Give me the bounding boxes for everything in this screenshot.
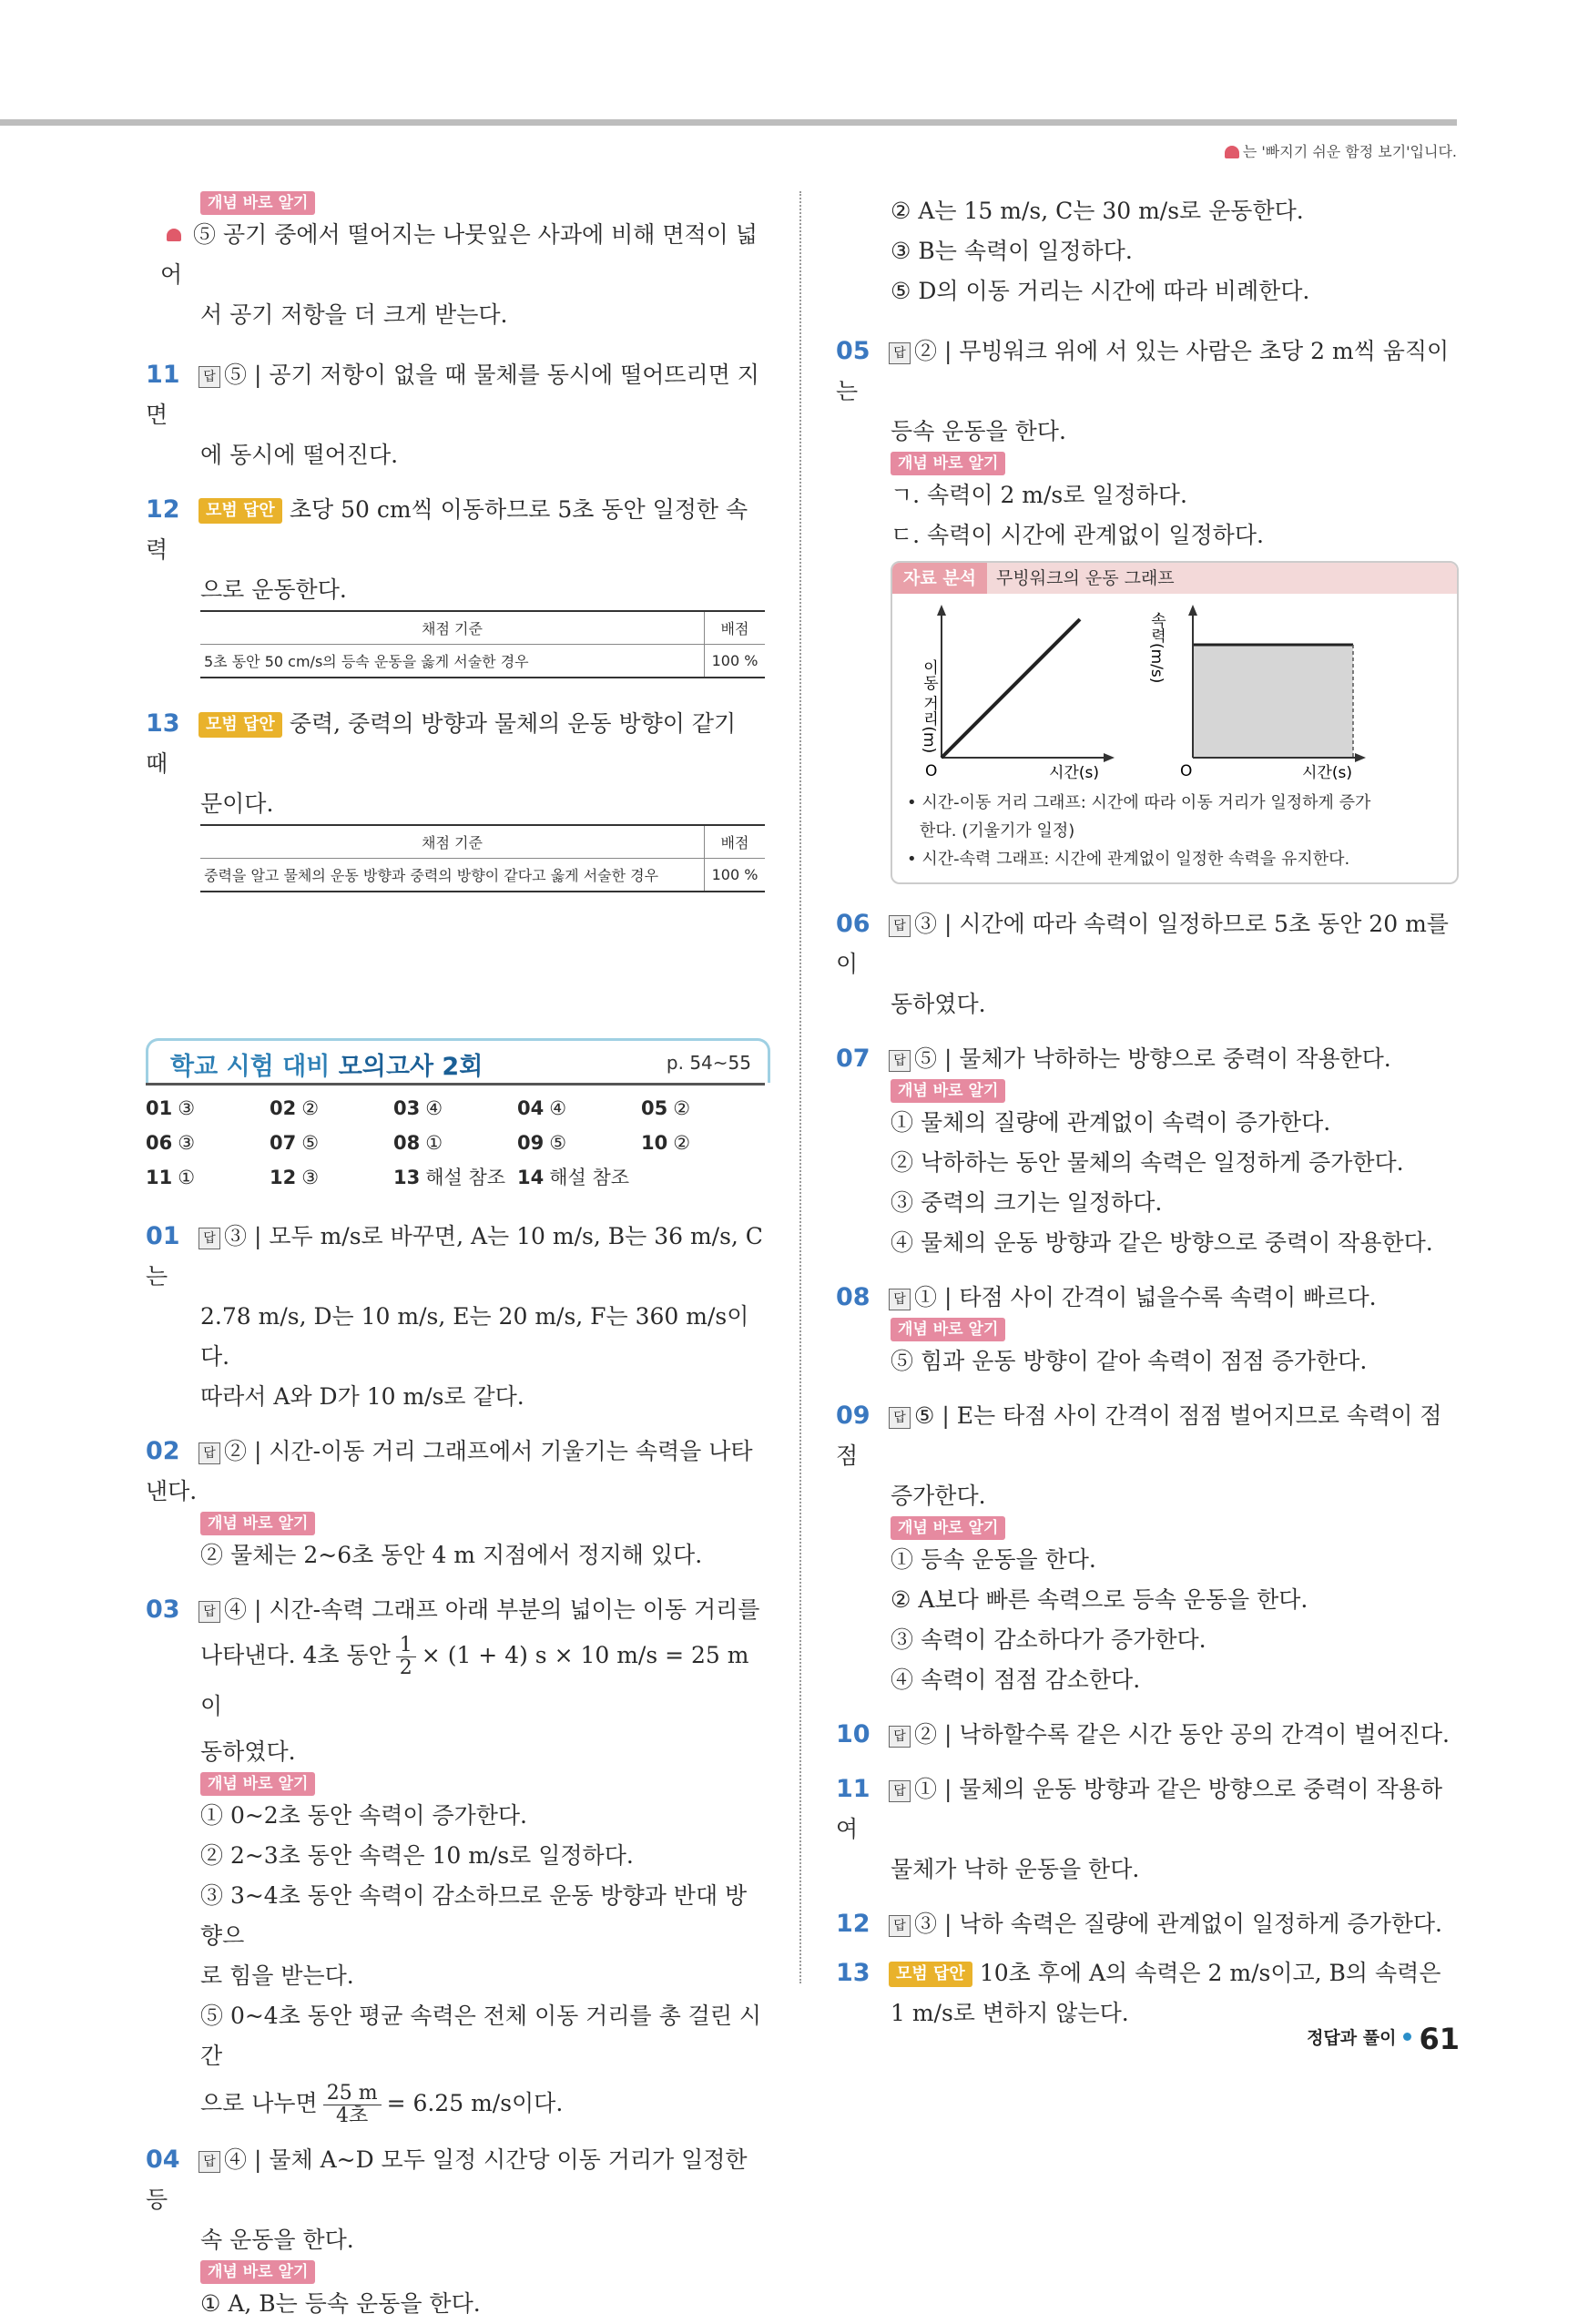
analysis-box [891, 561, 1459, 884]
note-1b: 한다. (기울기가 일정) [920, 821, 1075, 841]
answer-value: ① [425, 1132, 443, 1154]
page-footer [1307, 2022, 1460, 2056]
g1-xarrow [1104, 753, 1115, 762]
answer-mark: 답 [199, 1601, 220, 1623]
footer-dot [1403, 2033, 1411, 2041]
model-answer-tag: 모범 답안 [889, 1962, 972, 1987]
exam-title: 학교 시험 대비 모의고사 2회 [170, 1053, 484, 1081]
q08: 08 답 ① | 타점 사이 간격이 넓을수록 속력이 빠르다. [836, 1283, 1377, 1311]
q05-c2: ㄷ. 속력이 시간에 관계없이 일정하다. [891, 522, 1264, 548]
answer-value: ③ [301, 1167, 320, 1188]
answer-mark: 답 [889, 1050, 911, 1072]
q09-c3: ③ 속력이 감소하다가 증가한다. [891, 1626, 1206, 1653]
g2-origin: O [1180, 762, 1193, 780]
q01-l2: 2.78 m/s, D는 10 m/s, E는 20 m/s, F는 360 m/s이다. [200, 1303, 749, 1370]
right-column [836, 191, 1457, 2034]
g1-origin: O [925, 762, 938, 780]
q09-c2: ② A보다 빠른 속력으로 등속 운동을 한다. [891, 1586, 1308, 1613]
answer-number: 04 [517, 1097, 545, 1119]
q07-c3: ③ 중력의 크기는 일정하다. [891, 1189, 1163, 1216]
answer-mark: 답 [199, 2151, 220, 2173]
siren-icon [1225, 146, 1239, 158]
answer-cell [393, 1126, 517, 1160]
answer-value: ④ [549, 1097, 567, 1119]
model-answer-tag: 모범 답안 [199, 498, 282, 524]
answer-grid [146, 1091, 765, 1195]
answer-number: 14 [517, 1167, 545, 1188]
q01: 01 답 ③ | 모두 m/s로 바꾸면, A는 10 m/s, B는 36 m/s, C는 [146, 1222, 763, 1289]
answer-cell [517, 1126, 641, 1160]
left-column [146, 191, 765, 2324]
model-answer-tag: 모범 답안 [199, 712, 282, 738]
q13-right: 13 모범 답안 10초 후에 A의 속력은 2 m/s이고, B의 속력은 [836, 1959, 1441, 1987]
analysis-notes [892, 785, 1457, 882]
exam-rule [146, 1083, 765, 1086]
q03-l2: 나타낸다. 4초 동안 $\frac{1}{2}$ × (1 + 4) s × 10 m/s = 25 m 이 [200, 1634, 749, 1719]
scoring-table-12: 채점 기준 배점 5초 동안 50 cm/s의 등속 운동을 옳게 서술한 경우 100 % [200, 610, 765, 678]
q05: 05 답 ② | 무빙워크 위에 서 있는 사람은 초당 2 m씩 움직이는 [836, 337, 1450, 404]
answer-number: 03 [393, 1097, 421, 1119]
note-2: • 시간-속력 그래프: 시간에 관계없이 일정한 속력을 유지한다. [907, 850, 1350, 869]
intro-text: ⑤ 공기 중에서 떨어지는 나뭇잎은 사과에 비해 면적이 넓어 [160, 221, 758, 288]
g1-xlabel: 시간(s) [1049, 764, 1099, 782]
q11-right: 11 답 ① | 물체의 운동 방향과 같은 방향으로 중력이 작용하여 [836, 1775, 1442, 1842]
answer-value: 해설 참조 [549, 1167, 630, 1188]
answer-value: 해설 참조 [425, 1167, 506, 1188]
r-top1: ② A는 15 m/s, C는 30 m/s로 운동한다. [891, 198, 1304, 224]
answer-cell [641, 1126, 765, 1160]
r-top3: ⑤ D의 이동 거리는 시간에 따라 비례한다. [891, 278, 1310, 304]
column-divider [799, 191, 801, 1983]
q02: 02 답 ② | 시간-이동 거리 그래프에서 기울기는 속력을 나타낸다. [146, 1437, 753, 1504]
exam-pages: p. 54~55 [666, 1052, 751, 1074]
scoring-table-13: 채점 기준 배점 중력을 알고 물체의 운동 방향과 중력의 방향이 같다고 옳게 서술한 경우 100 % [200, 824, 765, 892]
g2-area [1193, 645, 1353, 758]
concept-tag: 개념 바로 알기 [891, 452, 1005, 475]
q05-l2: 등속 운동을 한다. [891, 418, 1066, 444]
page-number: 61 [1419, 2022, 1460, 2056]
concept-tag: 개념 바로 알기 [200, 1512, 315, 1535]
answer-mark: 답 [889, 1289, 911, 1310]
q12-left: 12 모범 답안 초당 50 cm씩 이동하므로 5초 동안 일정한 속력 [146, 495, 748, 563]
g1-yarrow [937, 605, 946, 616]
q02-c1: ② 물체는 2~6초 동안 4 m 지점에서 정지해 있다. [200, 1542, 703, 1568]
q03-c3b: 로 힘을 받는다. [200, 1962, 354, 1989]
q13r-l2: 1 m/s로 변하지 않는다. [891, 2000, 1129, 2026]
intro-text-2: 서 공기 저항을 더 크게 받는다. [200, 301, 508, 328]
q03-l3: 동하였다. [200, 1738, 296, 1765]
q03-c5b: 으로 나누면 $\frac{25 m}{\text{4초}}$ = 6.25 m/s이다. [200, 2082, 564, 2127]
answer-number: 09 [517, 1132, 545, 1154]
answer-mark: 답 [889, 1915, 911, 1937]
fraction: $\frac{1}{2}$ [396, 1635, 416, 1679]
answer-value: ④ [425, 1097, 443, 1119]
answer-cell [270, 1126, 393, 1160]
q03-c5a: ⑤ 0~4초 동안 평균 속력은 전체 이동 거리를 총 걸린 시간 [200, 2003, 762, 2069]
concept-tag: 개념 바로 알기 [200, 191, 315, 215]
q04: 04 답 ④ | 물체 A~D 모두 일정 시간당 이동 거리가 일정한 등 [146, 2146, 748, 2213]
siren-icon [160, 223, 188, 245]
answer-mark: 답 [889, 1726, 911, 1748]
answer-number: 01 [146, 1097, 173, 1119]
q07-c4: ④ 물체의 운동 방향과 같은 방향으로 중력이 작용한다. [891, 1229, 1433, 1256]
answer-number: 12 [270, 1167, 297, 1188]
answer-number: 11 [146, 1167, 173, 1188]
q01-l3: 따라서 A와 D가 10 m/s로 같다. [200, 1383, 524, 1410]
q07-c2: ② 낙하하는 동안 물체의 속력은 일정하게 증가한다. [891, 1149, 1404, 1176]
q09: 09 답 ⑤ | E는 타점 사이 간격이 점점 벌어지므로 속력이 점점 [836, 1402, 1442, 1469]
motion-graphs [892, 594, 1453, 785]
answer-mark: 답 [199, 366, 220, 388]
q04-c1: ① A, B는 등속 운동을 한다. [200, 2290, 481, 2317]
answer-cell [270, 1091, 393, 1126]
answer-mark: 답 [889, 1780, 911, 1802]
q05-c1: ㄱ. 속력이 2 m/s로 일정하다. [891, 482, 1187, 508]
answer-value: ① [178, 1167, 196, 1188]
fraction: $\frac{25 m}{\text{4초}}$ [323, 2083, 382, 2127]
q03-c1: ① 0~2초 동안 속력이 증가한다. [200, 1802, 527, 1829]
footer-label: 정답과 풀이 [1307, 2028, 1397, 2048]
g2-yarrow [1188, 605, 1197, 616]
answer-number: 07 [270, 1132, 297, 1154]
q11-cont: 에 동시에 떨어진다. [200, 442, 399, 468]
q09-c1: ① 등속 운동을 한다. [891, 1546, 1096, 1573]
q08-c1: ⑤ 힘과 운동 방향이 같아 속력이 점점 증가한다. [891, 1348, 1368, 1374]
answer-number: 06 [146, 1132, 173, 1154]
answer-cell [146, 1126, 270, 1160]
answer-value: ③ [178, 1132, 196, 1154]
answer-number: 13 [393, 1167, 421, 1188]
concept-tag: 개념 바로 알기 [200, 1772, 315, 1796]
g1-line [942, 619, 1080, 758]
q09-c4: ④ 속력이 점점 감소한다. [891, 1667, 1141, 1693]
answer-cell [146, 1160, 270, 1195]
legend-note [1225, 140, 1457, 161]
q03-c3a: ③ 3~4초 동안 속력이 감소하므로 운동 방향과 반대 방향으 [200, 1882, 748, 1949]
answer-cell [146, 1091, 270, 1126]
note-1: • 시간-이동 거리 그래프: 시간에 따라 이동 거리가 일정하게 증가 [907, 793, 1371, 812]
answer-cell [641, 1091, 765, 1126]
answer-value: ⑤ [301, 1132, 320, 1154]
concept-tag: 개념 바로 알기 [891, 1516, 1005, 1540]
g2-xlabel: 시간(s) [1302, 764, 1352, 782]
answer-cell [393, 1091, 517, 1126]
answer-mark: 답 [889, 915, 911, 937]
answer-value: ② [673, 1132, 691, 1154]
answer-value: ② [673, 1097, 691, 1119]
answer-number: 05 [641, 1097, 668, 1119]
answer-cell [270, 1160, 393, 1195]
analysis-header [892, 563, 1457, 594]
q03: 03 답 ④ | 시간-속력 그래프 아래 부분의 넓이는 이동 거리를 [146, 1595, 760, 1624]
answer-cell [517, 1160, 641, 1195]
answer-value: ② [301, 1097, 320, 1119]
answer-mark: 답 [199, 1442, 220, 1464]
q11r-l2: 물체가 낙하 운동을 한다. [891, 1856, 1140, 1882]
answer-cell [393, 1160, 517, 1195]
concept-tag: 개념 바로 알기 [891, 1079, 1005, 1103]
g1-ylabel: 이동 거리(m) [920, 659, 938, 754]
answer-value: ③ [178, 1097, 196, 1119]
r-top2: ③ B는 속력이 일정하다. [891, 238, 1133, 264]
answer-mark: 답 [889, 1407, 911, 1429]
q12-cont: 으로 운동한다. [200, 576, 347, 603]
q11-left: 11 답 ⑤ | 공기 저항이 없을 때 물체를 동시에 떨어뜨리면 지면 [146, 361, 759, 428]
q13-cont: 문이다. [200, 790, 274, 817]
q06-l2: 동하였다. [891, 991, 986, 1017]
concept-tag: 개념 바로 알기 [200, 2260, 315, 2284]
answer-mark: 답 [199, 1228, 220, 1249]
legend-text: 는 '빠지기 쉬운 함정 보기'입니다. [1242, 143, 1457, 160]
answer-number: 02 [270, 1097, 297, 1119]
analysis-tag: 자료 분석 [892, 563, 987, 594]
q07-c1: ① 물체의 질량에 관계없이 속력이 증가한다. [891, 1109, 1331, 1136]
q10: 10 답 ② | 낙하할수록 같은 시간 동안 공의 간격이 벌어진다. [836, 1720, 1450, 1748]
answer-mark: 답 [889, 342, 911, 364]
answer-value: ⑤ [549, 1132, 567, 1154]
q06: 06 답 ③ | 시간에 따라 속력이 일정하므로 5초 동안 20 m를 이 [836, 910, 1449, 977]
header-rule [0, 119, 1457, 126]
q12-right: 12 답 ③ | 낙하 속력은 질량에 관계없이 일정하게 증가한다. [836, 1910, 1442, 1938]
q13-left: 13 모범 답안 중력, 중력의 방향과 물체의 운동 방향이 같기 때 [146, 709, 737, 777]
answer-number: 08 [393, 1132, 421, 1154]
q09-l2: 증가한다. [891, 1483, 986, 1509]
q04-l2: 속 운동을 한다. [200, 2227, 354, 2253]
q07: 07 답 ⑤ | 물체가 낙하하는 방향으로 중력이 작용한다. [836, 1045, 1391, 1073]
q03-c2: ② 2~3초 동안 속력은 10 m/s로 일정하다. [200, 1842, 634, 1869]
g2-ylabel: 속력(m/s) [1147, 612, 1166, 684]
concept-tag: 개념 바로 알기 [891, 1318, 1005, 1341]
exam-header [146, 1038, 770, 1083]
g2-xarrow [1355, 753, 1366, 762]
analysis-title: 무빙워크의 운동 그래프 [996, 568, 1175, 588]
answer-number: 10 [641, 1132, 668, 1154]
answer-cell [517, 1091, 641, 1126]
